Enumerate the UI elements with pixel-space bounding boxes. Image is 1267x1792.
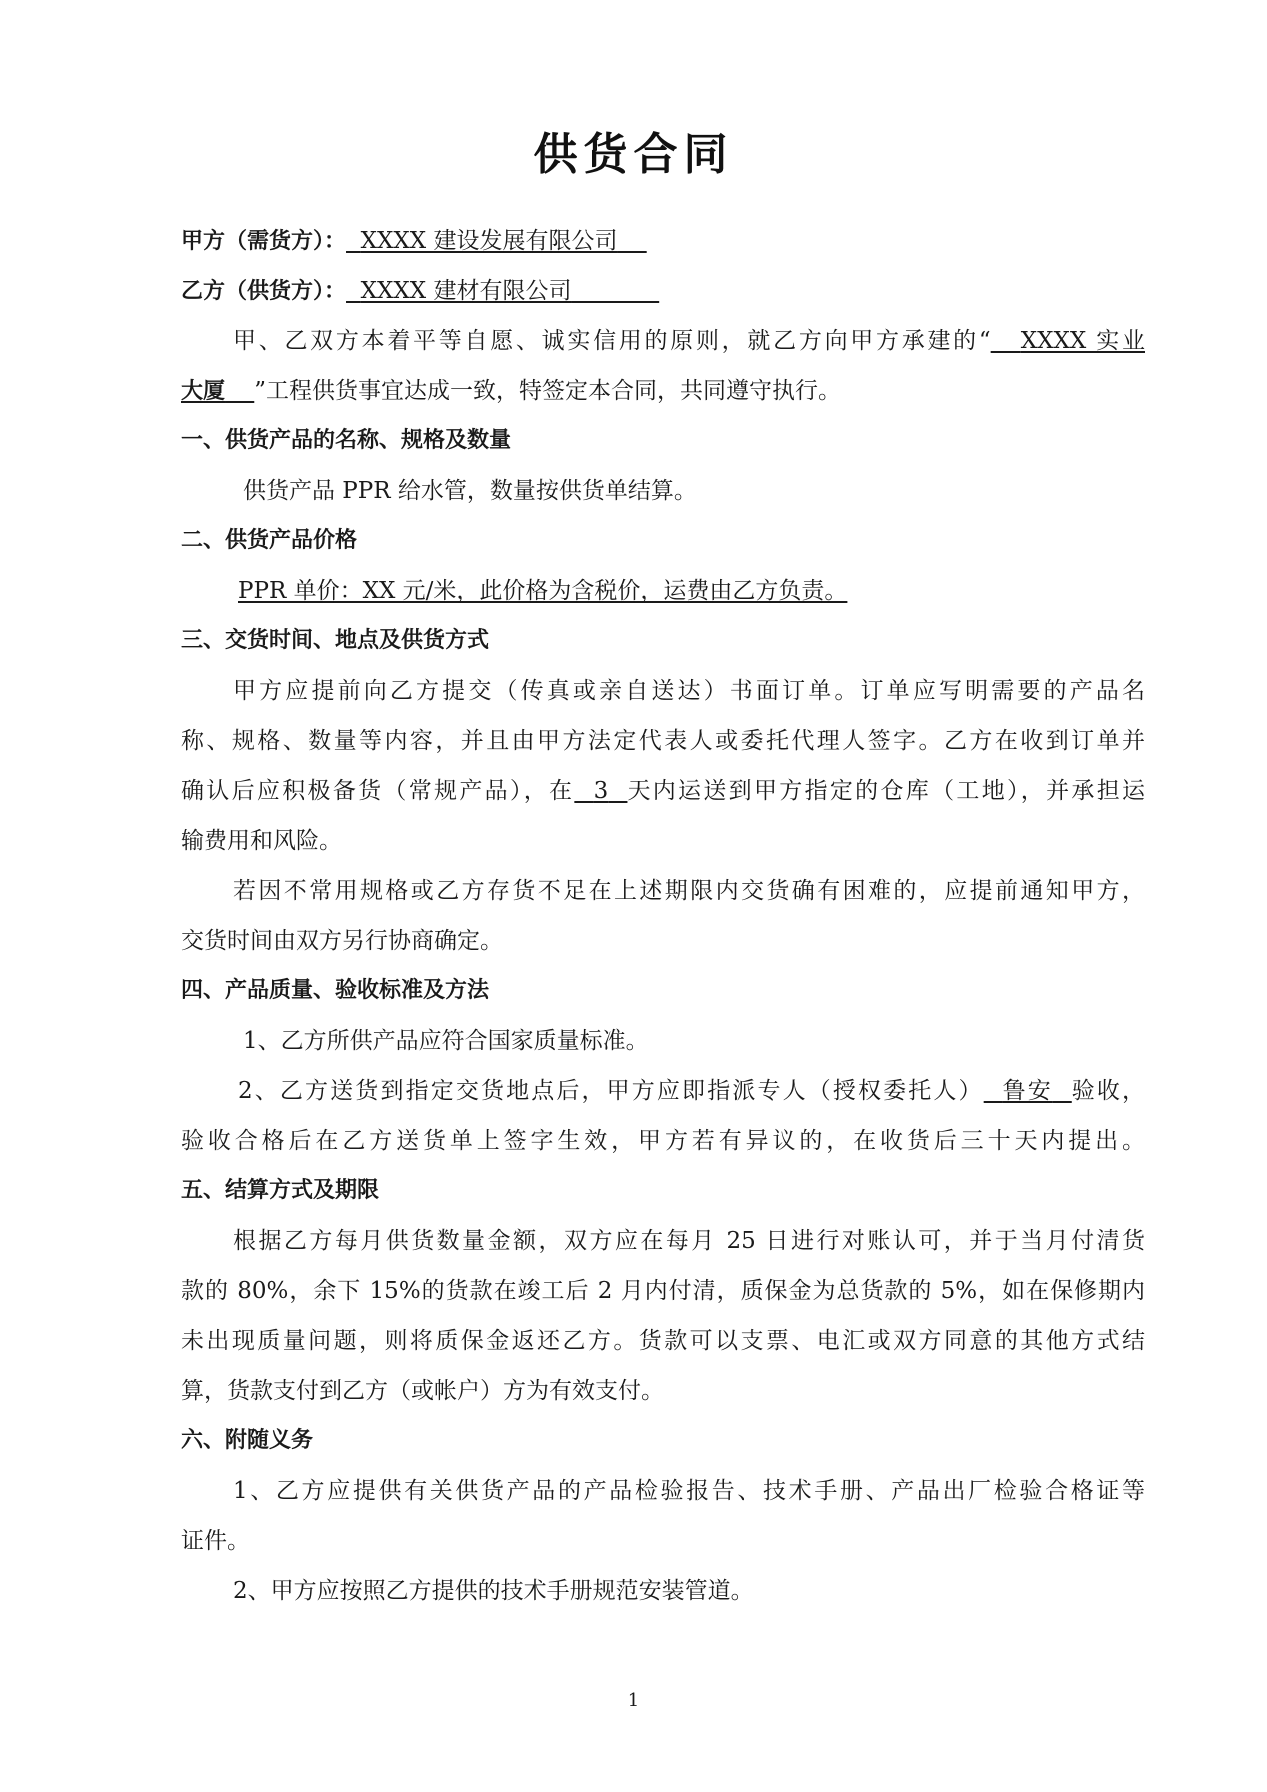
- intro-line-1: 甲、乙双方本着平等自愿、诚实信用的原则，就乙方向甲方承建的“ XXXX 实业: [233, 328, 1145, 354]
- section-4-heading: 四、产品质量、验收标准及方法: [181, 978, 490, 1003]
- section-3-line-4: 输费用和风险。: [181, 828, 342, 854]
- section-5-line-1: 根据乙方每月供货数量金额，双方应在每月 25 日进行对账认可，并于当月付清货: [233, 1228, 1145, 1254]
- party-a-label: 甲方（需货方）：: [181, 229, 347, 254]
- project-name-part2: 大厦: [181, 379, 226, 404]
- document-title: 供货合同: [533, 129, 734, 180]
- section-6-heading: 六、附随义务: [181, 1428, 314, 1453]
- party-a-line: [181, 226, 1145, 257]
- section-1-heading: 一、供货产品的名称、规格及数量: [181, 428, 512, 453]
- section-3-heading: 三、交货时间、地点及供货方式: [181, 628, 490, 653]
- section-6-line-3: 2、甲方应按照乙方提供的技术手册规范安装管道。: [233, 1578, 754, 1604]
- section-5-line-4: 算，货款支付到乙方（或帐户）方为有效支付。: [181, 1378, 664, 1404]
- section-6-line-2: 证件。: [181, 1528, 250, 1554]
- section-3-line-1: 甲方应提前向乙方提交（传真或亲自送达）书面订单。订单应写明需要的产品名: [233, 678, 1145, 704]
- section-2-heading: 二、供货产品价格: [181, 528, 358, 553]
- section-4-line-2: 2、乙方送货到指定交货地点后，甲方应即指派专人（授权委托人） 鲁安 验收，: [238, 1078, 1146, 1104]
- party-b-name: XXXX 建材有限公司: [360, 278, 572, 304]
- party-b-label: 乙方（供货方）：: [181, 279, 347, 304]
- section-4-line-1: 1、乙方所供产品应符合国家质量标准。: [243, 1028, 649, 1054]
- delivery-days: 3: [593, 778, 609, 804]
- section-4-line-3: 验收合格后在乙方送货单上签字生效，甲方若有异议的，在收货后三十天内提出。: [181, 1128, 1145, 1154]
- section-5-heading: 五、结算方式及期限: [181, 1178, 380, 1203]
- inspector-name: 鲁安: [1002, 1078, 1053, 1104]
- section-3-line-2: 称、规格、数量等内容，并且由甲方法定代表人或委托代理人签字。乙方在收到订单并: [181, 728, 1145, 754]
- intro-line-2: 大厦 ”工程供货事宜达成一致，特签定本合同，共同遵守执行。: [181, 378, 842, 404]
- section-3-line-5: 若因不常用规格或乙方存货不足在上述期限内交货确有困难的，应提前通知甲方，: [233, 878, 1145, 904]
- party-b-line: [181, 276, 1145, 307]
- section-3-line-3: 确认后应积极备货（常规产品），在 3 天内运送到甲方指定的仓库（工地），并承担运: [181, 778, 1146, 804]
- page-number: 1: [627, 1690, 640, 1711]
- section-3-line-6: 交货时间由双方另行协商确定。: [181, 928, 503, 954]
- section-5-line-2: 款的 80%，余下 15%的货款在竣工后 2 月内付清，质保金为总货款的 5%，如在保修期内: [181, 1278, 1145, 1304]
- section-2-text: PPR 单价：XX 元/米，此价格为含税价，运费由乙方负责。: [238, 578, 848, 604]
- project-name-part1: XXXX 实业: [1020, 328, 1145, 354]
- section-6-line-1: 1、乙方应提供有关供货产品的产品检验报告、技术手册、产品出厂检验合格证等: [233, 1478, 1145, 1504]
- section-5-line-3: 未出现质量问题，则将质保金返还乙方。货款可以支票、电汇或双方同意的其他方式结: [181, 1328, 1145, 1354]
- party-a-name: XXXX 建设发展有限公司: [360, 228, 618, 254]
- section-1-text: 供货产品 PPR 给水管，数量按供货单结算。: [243, 478, 697, 504]
